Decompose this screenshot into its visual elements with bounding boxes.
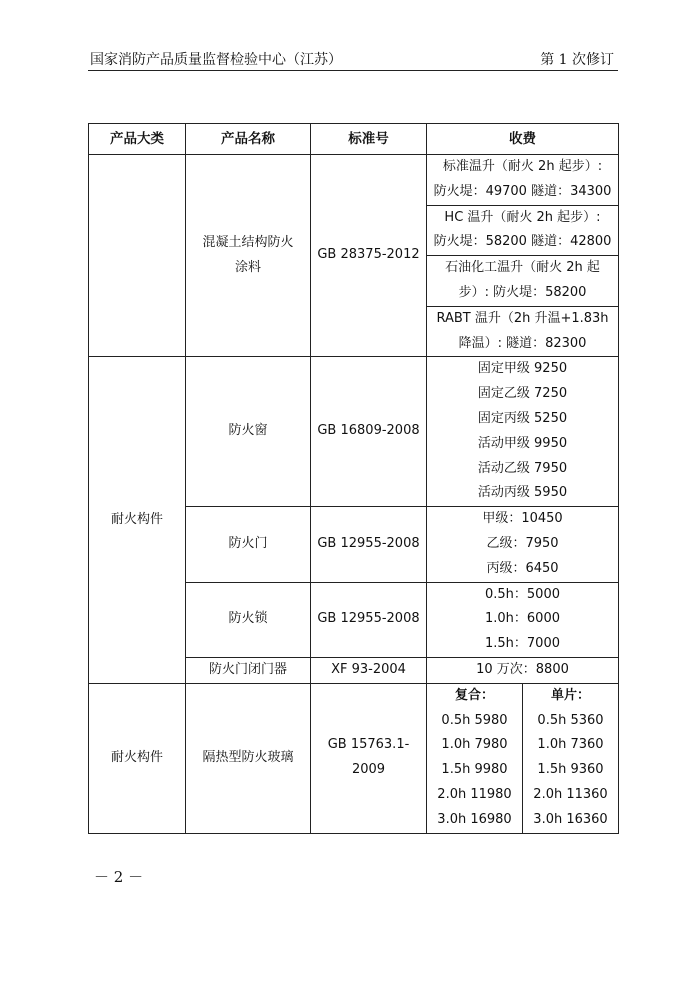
category-cell: 耐火构件 (89, 683, 186, 833)
fee-cell: HC 温升（耐火 2h 起步）: 防火堤：58200 隧道：42800 (427, 205, 619, 256)
fee-cell: 10 万次：8800 (427, 657, 619, 683)
fee-cell: 标准温升（耐火 2h 起步）: 防火堤：49700 隧道：34300 (427, 155, 619, 206)
fee-list-cell: 固定甲级 9250 固定乙级 7250 固定丙级 5250 活动甲级 9950 活动乙级 7950 活动丙级 5950 (427, 357, 619, 507)
header-standard: 标准号 (311, 124, 427, 155)
fee-list-cell: 0.5h：5000 1.0h：6000 1.5h：7000 (427, 582, 619, 657)
fee-cell: RABT 温升（2h 升温+1.83h 降温）: 隧道：82300 (427, 306, 619, 357)
standard-cell: GB 16809-2008 (311, 357, 427, 507)
page-header (88, 46, 618, 71)
product-name-cell: 防火窗 (186, 357, 311, 507)
fee-cell: 石油化工温升（耐火 2h 起 步）: 防火堤：58200 (427, 256, 619, 307)
product-name-cell: 混凝土结构防火 涂料 (186, 155, 311, 357)
fee-list-cell: 甲级：10450 乙级：7950 丙级：6450 (427, 507, 619, 582)
table-row (89, 683, 619, 833)
product-name-cell: 防火门 (186, 507, 311, 582)
header-revision: 第 1 次修订 (540, 52, 614, 68)
standard-cell: GB 15763.1- 2009 (311, 683, 427, 833)
header-category: 产品大类 (89, 124, 186, 155)
fee-list-cell-single: 单片： 0.5h 5360 1.0h 7360 1.5h 9360 2.0h 11360 3.0h 16360 (523, 683, 619, 833)
table-header-row (89, 124, 619, 155)
header-org: 国家消防产品质量监督检验中心（江苏） (90, 52, 342, 68)
table-row (89, 155, 619, 206)
product-name-cell: 防火锁 (186, 582, 311, 657)
category-cell-empty (89, 155, 186, 357)
fee-list-cell-composite: 复合： 0.5h 5980 1.0h 7980 1.5h 9980 2.0h 11980 3.0h 16980 (427, 683, 523, 833)
standard-cell: GB 12955-2008 (311, 582, 427, 657)
standard-cell: GB 28375-2012 (311, 155, 427, 357)
standard-cell: GB 12955-2008 (311, 507, 427, 582)
header-product-name: 产品名称 (186, 124, 311, 155)
table-row (89, 357, 619, 507)
fee-table (88, 123, 619, 834)
product-name-cell: 防火门闭门器 (186, 657, 311, 683)
category-cell: 耐火构件 (89, 357, 186, 683)
page-number: － 2 － (94, 868, 144, 886)
standard-cell: XF 93-2004 (311, 657, 427, 683)
header-fee: 收费 (427, 124, 619, 155)
product-name-cell: 隔热型防火玻璃 (186, 683, 311, 833)
